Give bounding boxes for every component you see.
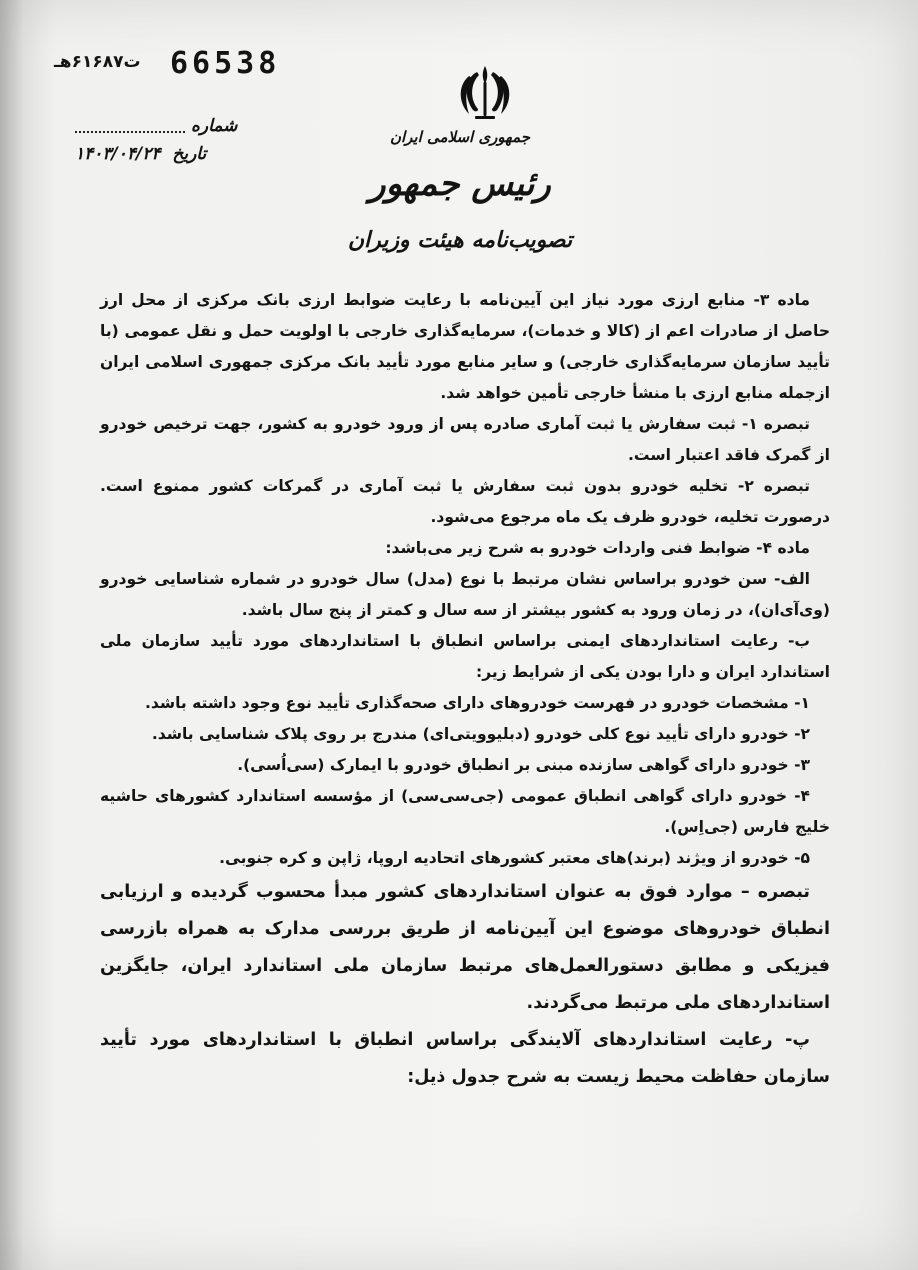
condition-5-item: ۵- خودرو از ویژند (برند)های معتبر کشورهای اتحادیه اروپا، ژاپن و کره جنوبی.: [219, 849, 810, 867]
clause-pe-paragraph: پ- رعایت استانداردهای آلایندگی براساس انطباق با استانداردهای مورد تأیید سازمان حفاظت محیط زیست به شرح جدول ذیل:: [100, 1030, 830, 1087]
condition-3-item: ۳- خودرو دارای گواهی سازنده مبنی بر انطباق خودرو با ایمارک (سی‌اُسی).: [237, 756, 810, 774]
tarikh-row: [75, 144, 206, 164]
condition-2-item: ۲- خودرو دارای تأیید نوع کلی خودرو (دبلیوویتی‌ای) مندرج بر روی پلاک شناسایی باشد.: [151, 725, 810, 743]
document-number: 66538: [170, 46, 281, 81]
reference-number: ت۶۱۶۸۷هـ: [54, 52, 141, 72]
article-4-heading: ماده ۴- ضوابط فنی واردات خودرو به شرح زیر می‌باشد:: [385, 539, 810, 557]
note-1-paragraph: تبصره ۱- ثبت سفارش یا ثبت آماری صادره پس از ورود خودرو به کشور، جهت ترخیص خودرو از گمرک فاقد اعتبار است.: [100, 415, 830, 464]
tarikh-value: ۱۴۰۳/۰۴/۲۴: [75, 144, 161, 164]
note-2-paragraph: تبصره ۲- تخلیه خودرو بدون ثبت سفارش یا ثبت آماری در گمرکات کشور ممنوع است. درصورت تخلیه، خودرو ظرف یک ماه مرجوع می‌شود.: [100, 477, 830, 526]
shomare-label: شماره: [191, 116, 238, 136]
president-heading: رئیس جمهور: [369, 164, 551, 204]
condition-4-item: ۴- خودرو دارای گواهی انطباق عمومی (جی‌سی‌سی) از مؤسسه استاندارد کشورهای حاشیه خلیج فارس (جی‌اِس).: [100, 787, 830, 836]
note-standards-paragraph: تبصره – موارد فوق به عنوان استانداردهای کشور مبدأ محسوب گردیده و ارزیابی انطباق خودروهای موضوع این آیین‌نامه از طریق بررسی مدارک به همراه بازرسی فیزیکی و مطابق دستورالعمل‌های مرتبط سازمان ملی استاندارد ایران، جایگزین استانداردهای ملی مرتبط می‌گردند.: [100, 882, 830, 1013]
document-body: [100, 285, 830, 1096]
tarikh-label: تاریخ: [172, 144, 207, 164]
republic-heading: جمهوری اسلامی ایران: [389, 128, 531, 146]
clause-alef-paragraph: الف- سن خودرو براساس نشان مرتبط با نوع (مدل) سال خودرو در شماره شناسایی خودرو (وی‌آی‌ان)، در زمان ورود به کشور بیشتر از سه سال و کمتر از پنج سال باشد.: [100, 570, 830, 619]
cabinet-heading: تصویب‌نامه هیئت وزیران: [347, 228, 573, 253]
page-binding-edge: [0, 0, 22, 1270]
shomare-dotted-line: [75, 119, 185, 133]
article-3-paragraph: ماده ۳- منابع ارزی مورد نیاز این آیین‌نامه با رعایت ضوابط ارزی بانک مرکزی از محل ارز حاصل از صادرات اعم از (کالا و خدمات)، سرمایه‌گذاری خارجی با اولویت حمل و نقل عمومی (با تأیید سازمان سرمایه‌گذاری خارجی) و سایر منابع مورد تأیید بانک مرکزی جمهوری اسلامی ایران ازجمله منابع ارزی با منشأ خارجی تأمین خواهد شد.: [100, 291, 830, 402]
iran-emblem-icon: [455, 62, 515, 122]
condition-1-item: ۱- مشخصات خودرو در فهرست خودروهای دارای صحه‌گذاری تأیید نوع وجود داشته باشد.: [145, 694, 810, 712]
shomare-row: [75, 116, 237, 136]
clause-be-paragraph: ب- رعایت استانداردهای ایمنی براساس انطباق با استانداردهای مورد تأیید سازمان ملی استاندارد ایران و دارا بودن یکی از شرایط زیر:: [100, 632, 830, 681]
